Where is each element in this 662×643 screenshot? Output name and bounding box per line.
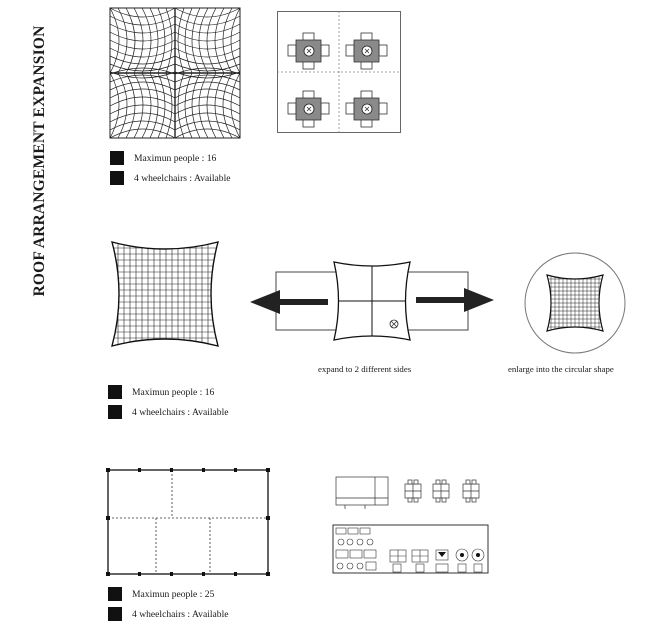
legend-swatch (110, 151, 124, 165)
caption-enlarge: enlarge into the circular shape (508, 364, 614, 374)
legend-item (108, 402, 229, 422)
max-people-label: Maximun people : 16 (134, 152, 217, 164)
legend-item (108, 604, 229, 624)
section3-floor-plan (104, 466, 272, 578)
wheelchairs-label: 4 wheelchairs : Available (132, 608, 229, 620)
section3-legend (108, 584, 229, 624)
legend-item (108, 382, 229, 402)
section1-legend (110, 148, 231, 188)
legend-swatch (108, 587, 122, 601)
page-title: ROOF ARRANGEMENT EXPANSION (31, 25, 48, 297)
legend-item (110, 168, 231, 188)
section1-roof-mesh (108, 6, 242, 140)
section2-expansion-diagram (248, 258, 496, 338)
max-people-label: Maximun people : 25 (132, 588, 215, 600)
section2-legend (108, 382, 229, 422)
section2-roof-mesh (108, 238, 222, 350)
legend-swatch (108, 607, 122, 621)
section1-seating-plan (277, 11, 401, 133)
caption-expand: expand to 2 different sides (318, 364, 412, 374)
legend-swatch (108, 385, 122, 399)
legend-item (110, 148, 231, 168)
legend-item (108, 584, 229, 604)
legend-swatch (108, 405, 122, 419)
wheelchairs-label: 4 wheelchairs : Available (134, 172, 231, 184)
max-people-label: Maximun people : 16 (132, 386, 215, 398)
section3-kitchen-layout (332, 524, 490, 576)
wheelchairs-label: 4 wheelchairs : Available (132, 406, 229, 418)
section3-furniture-icons (335, 476, 495, 510)
section2-circular-roof (523, 251, 627, 355)
legend-swatch (110, 171, 124, 185)
